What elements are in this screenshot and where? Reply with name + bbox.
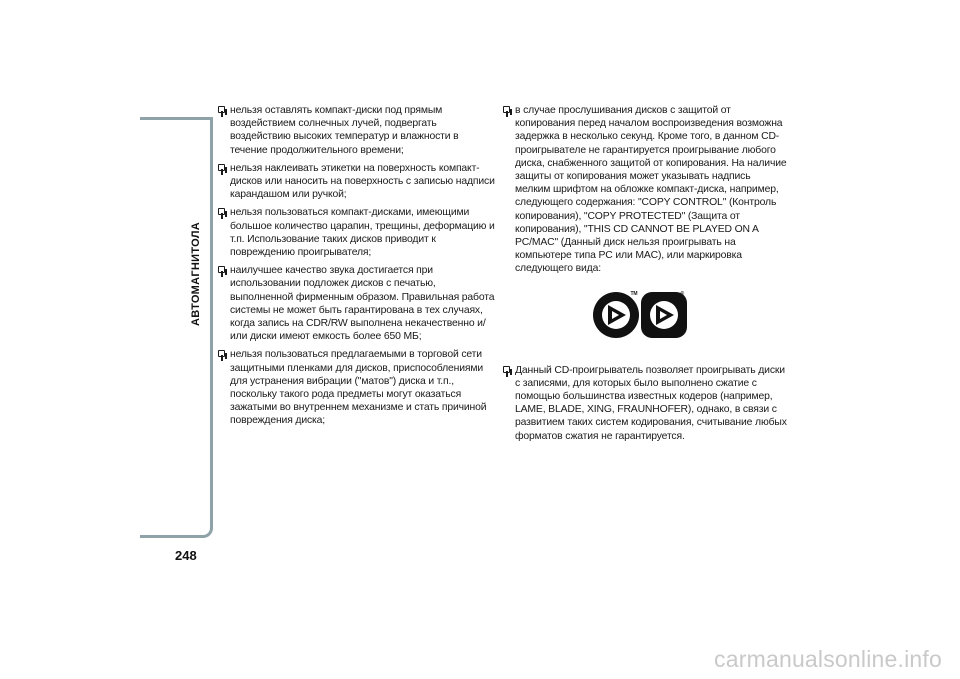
section-label: АВТОМАГНИТОЛА (190, 222, 202, 326)
copy-protection-logos (503, 292, 788, 338)
list-item (218, 348, 496, 427)
right-column (503, 104, 788, 448)
list-item (218, 264, 496, 343)
list-item (218, 206, 496, 259)
list-item-text: в случае прослушивания дисков с защитой от копирования перед началом воспроизведения возможна задержка в несколько секунд. Кроме того, в данном CD-проигрывателе не гарантируется проигрывание любого диска, снабженного защитой от копирования. На наличие защиты от копирования может указывать надпись мелким шрифтом на обложке компакт-диска, например, следующего содержания: "COPY CONTROL" (Контроль копирования), "COPY PROTECTED" (Защита от копирования), "THIS CD CANNOT BE PLAYED ON A PC/MAC" (Данный диск нельзя проигрывать на компьютере типа PC или MAC), или маркировка следующего вида: (515, 105, 787, 275)
checkbox-bullet-icon (218, 266, 225, 273)
checkbox-bullet-icon (218, 208, 225, 215)
list-item (218, 162, 496, 202)
list-item-text: нельзя пользоваться компакт-дисками, имеющими большое количество царапин, трещины, деформацию и т.п. Использование таких дисков приводит к повреждению проигрывателя; (230, 207, 495, 259)
trademark-mark: TM (630, 290, 638, 297)
checkbox-bullet-icon (503, 366, 510, 373)
page-frame (140, 117, 213, 538)
list-item (503, 104, 788, 276)
list-item-text: наилучшее качество звука достигается при использовании подложек дисков с печатью, выполненной фирменным образом. Правильная работа системы не может быть гарантирована в тех случаях, когда запись на CDR/RW выполнена некачественно и/или диски имеют емкость более 650 МБ; (230, 265, 495, 343)
page-number: 248 (175, 548, 197, 563)
checkbox-bullet-icon (218, 350, 225, 357)
list-item-text: нельзя наклеивать этикетки на поверхность компакт-дисков или наносить на поверхность с записью надписи карандашом или ручкой; (230, 162, 495, 201)
copy-control-logo-icon (641, 292, 687, 338)
list-item (503, 364, 788, 443)
copy-control-logo-icon (593, 292, 639, 338)
list-item-text: Данный CD-проигрыватель позволяет проигрывать диски с записями, для которых было выполнено сжатие с помощью большинства известных кодеров (например, LAME, BLADE, XING, FRAUNHOFER), однако, в связи с развитием таких систем кодирования, считывание любых форматов сжатия не гарантируется. (515, 364, 787, 442)
checkbox-bullet-icon (218, 164, 225, 171)
registered-mark: ® (680, 290, 685, 297)
list-item-text: нельзя пользоваться предлагаемыми в торговой сети защитными пленками для дисков, приспособлениями для устранения вибрации ("матов") диска и т.п., поскольку такого рода предметы могут оказаться зажатыми во внутреннем механизме и стать причиной повреждения диска; (230, 349, 487, 427)
checkbox-bullet-icon (218, 106, 225, 113)
left-column (218, 104, 496, 433)
list-item (218, 104, 496, 157)
watermark: carmanualsonline.info (714, 646, 942, 672)
list-item-text: нельзя оставлять компакт-диски под прямым воздействием солнечных лучей, подвергать воздействию высоких температур и влажности в течение продолжительного времени; (230, 105, 459, 156)
checkbox-bullet-icon (503, 106, 510, 113)
